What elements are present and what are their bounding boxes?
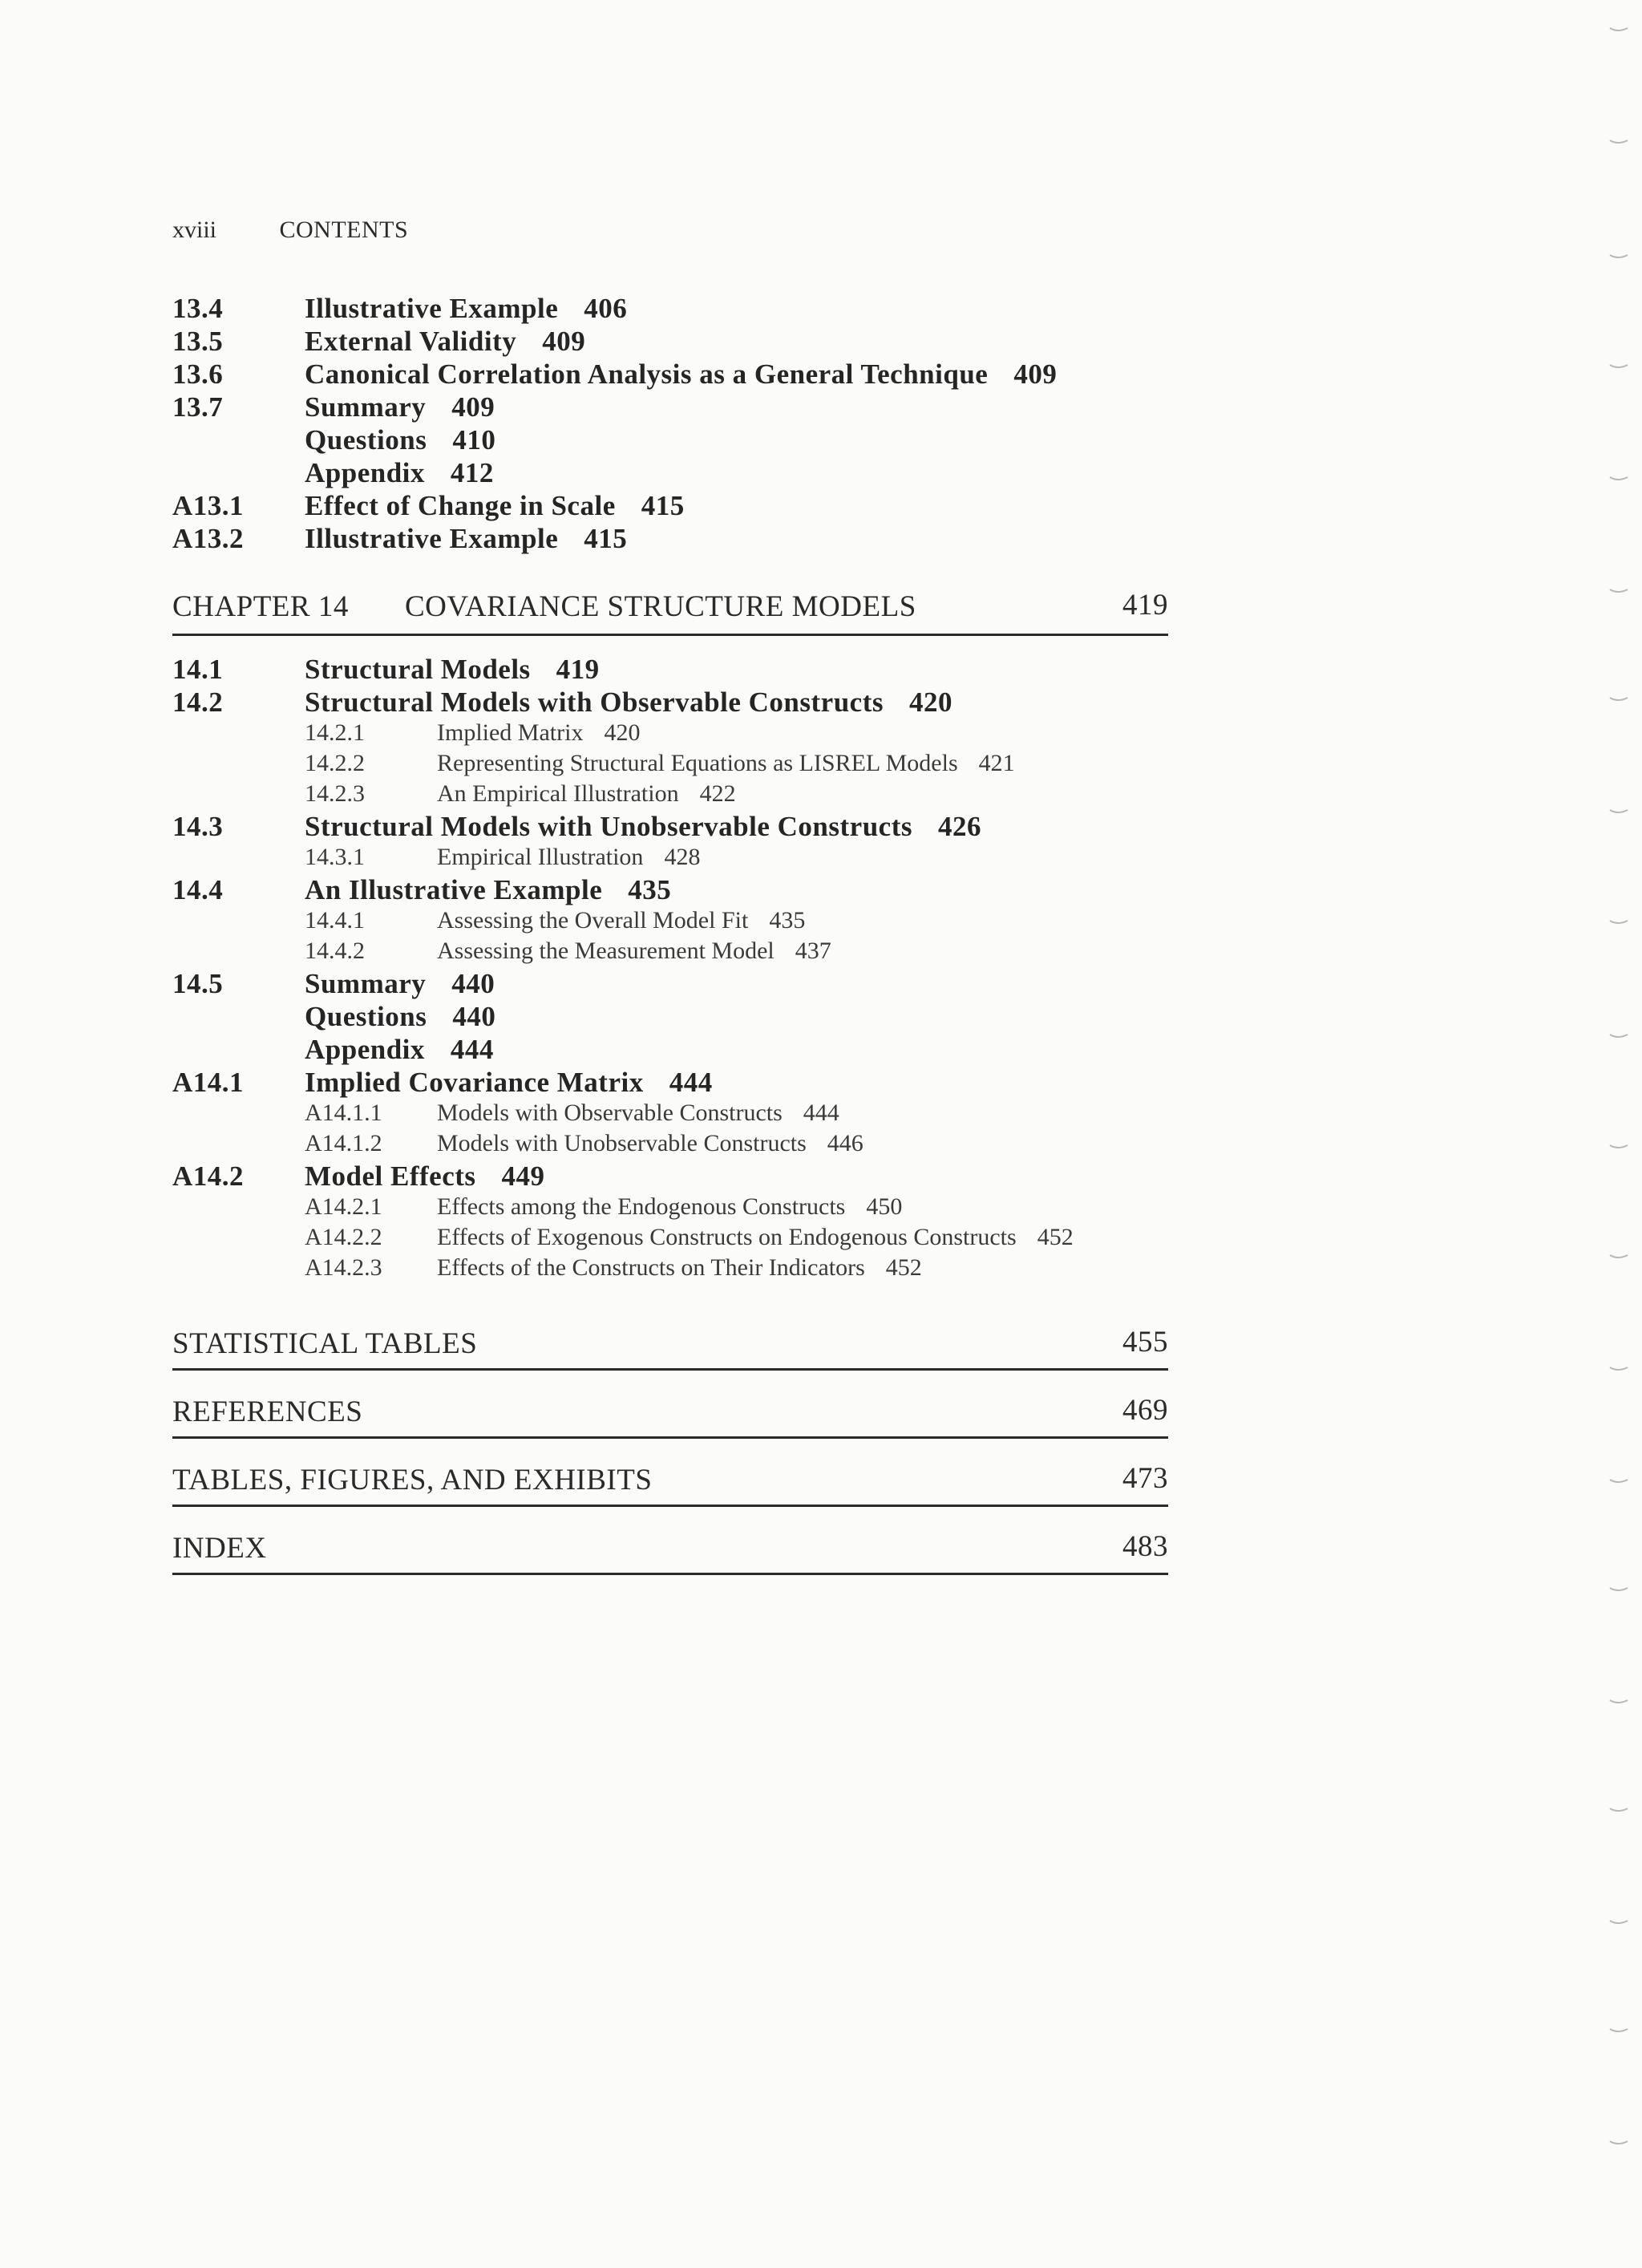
section-title: Questions [305, 1001, 427, 1032]
toc-entry[interactable] [172, 358, 1168, 391]
subsection-number: A14.2.3 [305, 1254, 382, 1281]
page-number: 422 [699, 780, 736, 807]
page-number: 452 [885, 1254, 922, 1281]
back-matter-entry[interactable] [172, 1302, 1168, 1371]
toc-subentry[interactable] [172, 1224, 1168, 1254]
toc-entry[interactable] [172, 811, 1168, 844]
chapter-13-tail [172, 293, 1168, 556]
section-title: Summary [305, 968, 427, 999]
running-head [172, 217, 408, 244]
chapter-page-number: 419 [1122, 589, 1168, 622]
page-number: 428 [664, 844, 701, 870]
section-title: Structural Models with Unobservable Constructs [305, 811, 912, 842]
back-matter-title: REFERENCES [172, 1395, 363, 1428]
toc-entry[interactable] [172, 293, 1168, 326]
page-number: 455 [1122, 1326, 1168, 1359]
section-title: An Illustrative Example [305, 874, 603, 905]
subsection-number: 14.2.3 [305, 780, 365, 807]
scan-edge-marks [1594, 0, 1642, 2264]
chapter-label: CHAPTER 14 [172, 590, 349, 623]
subsection-number: 14.2.2 [305, 750, 365, 776]
toc-entry[interactable] [172, 874, 1168, 907]
subsection-title: An Empirical Illustration [437, 780, 679, 807]
section-number: A14.1 [172, 1067, 245, 1098]
section-number: A13.2 [172, 523, 245, 554]
back-matter-title: INDEX [172, 1532, 267, 1565]
toc-entry[interactable] [172, 1067, 1168, 1100]
page-number: 426 [937, 811, 981, 842]
section-title: Questions [305, 424, 427, 456]
page-number: 419 [556, 654, 600, 685]
scan-edge-marks-graphic [1594, 0, 1642, 2264]
page-number: 435 [769, 907, 806, 934]
page-number: 444 [450, 1034, 494, 1065]
section-number: 14.4 [172, 874, 224, 905]
back-matter-title: STATISTICAL TABLES [172, 1327, 478, 1360]
toc-subentry[interactable] [172, 1130, 1168, 1160]
section-number: 13.7 [172, 391, 224, 423]
subsection-number: 14.3.1 [305, 844, 365, 870]
section-number: 14.5 [172, 968, 224, 999]
page-number: 444 [803, 1100, 839, 1126]
toc-entry[interactable] [172, 326, 1168, 358]
page-number: 409 [542, 326, 586, 357]
page-number: 412 [450, 457, 494, 488]
page-number: 469 [1122, 1394, 1168, 1427]
toc-entry[interactable] [172, 490, 1168, 523]
section-title: Canonical Correlation Analysis as a General Technique [305, 358, 989, 390]
page-number: 410 [452, 424, 496, 456]
toc-entry[interactable] [172, 457, 1168, 490]
chapter-title: COVARIANCE STRUCTURE MODELS [405, 590, 916, 623]
toc-entry[interactable] [172, 968, 1168, 1001]
entry-rule [172, 1573, 1168, 1575]
chapter-rule [172, 634, 1168, 636]
section-number: 14.1 [172, 654, 224, 685]
page-number: 420 [604, 719, 641, 746]
subsection-title: Representing Structural Equations as LISREL Models [437, 750, 958, 776]
section-title: Illustrative Example [305, 523, 559, 554]
toc-entry[interactable] [172, 1034, 1168, 1067]
page-number: 473 [1122, 1462, 1168, 1495]
toc-subentry[interactable] [172, 719, 1168, 750]
running-head-title: CONTENTS [279, 217, 409, 243]
page-number: 452 [1037, 1224, 1074, 1250]
back-matter-entry[interactable] [172, 1439, 1168, 1507]
subsection-title: Empirical Illustration [437, 844, 644, 870]
section-title: Illustrative Example [305, 293, 559, 324]
toc-subentry[interactable] [172, 1100, 1168, 1130]
toc-entry[interactable] [172, 523, 1168, 556]
toc-subentry[interactable] [172, 907, 1168, 938]
page-number: 446 [827, 1130, 863, 1156]
table-of-contents [172, 293, 1168, 1575]
toc-subentry[interactable] [172, 780, 1168, 811]
back-matter-entry[interactable] [172, 1371, 1168, 1439]
subsection-title: Effects of Exogenous Constructs on Endogenous Constructs [437, 1224, 1017, 1250]
page-number: 444 [669, 1067, 713, 1098]
section-number: 14.2 [172, 686, 224, 718]
subsection-number: 14.4.2 [305, 938, 365, 964]
toc-subentry[interactable] [172, 1193, 1168, 1224]
page-number: 440 [452, 1001, 496, 1032]
subsection-number: 14.4.1 [305, 907, 365, 934]
section-number: 13.5 [172, 326, 224, 357]
section-number: 13.4 [172, 293, 224, 324]
toc-entry[interactable] [172, 391, 1168, 424]
page-number: 483 [1122, 1530, 1168, 1563]
page-number: 440 [451, 968, 495, 999]
section-title: Effect of Change in Scale [305, 490, 616, 521]
page-number: 415 [584, 523, 628, 554]
subsection-title: Assessing the Measurement Model [437, 938, 774, 964]
page-number: 415 [641, 490, 685, 521]
page-number: 406 [584, 293, 628, 324]
toc-entry[interactable] [172, 424, 1168, 457]
toc-entry[interactable] [172, 1160, 1168, 1193]
toc-subentry[interactable] [172, 938, 1168, 968]
page-number: 450 [866, 1193, 903, 1220]
toc-entry[interactable] [172, 1001, 1168, 1034]
section-number: 14.3 [172, 811, 224, 842]
section-number: 13.6 [172, 358, 224, 390]
toc-subentry[interactable] [172, 1254, 1168, 1285]
toc-entry[interactable] [172, 654, 1168, 686]
section-title: Summary [305, 391, 427, 423]
subsection-title: Models with Observable Constructs [437, 1100, 783, 1126]
subsection-number: 14.2.1 [305, 719, 365, 746]
subsection-number: A14.1.2 [305, 1130, 382, 1156]
back-matter [172, 1302, 1168, 1575]
subsection-title: Implied Matrix [437, 719, 584, 746]
subsection-title: Assessing the Overall Model Fit [437, 907, 749, 934]
subsection-title: Effects among the Endogenous Constructs [437, 1193, 846, 1220]
section-title: Structural Models with Observable Constructs [305, 686, 884, 718]
section-title: Implied Covariance Matrix [305, 1067, 644, 1098]
section-number: A13.1 [172, 490, 245, 521]
page-number: 420 [908, 686, 952, 718]
toc-subentry[interactable] [172, 750, 1168, 780]
subsection-number: A14.2.1 [305, 1193, 382, 1220]
section-title: Appendix [305, 1034, 425, 1065]
section-title: Structural Models [305, 654, 531, 685]
section-title: External Validity [305, 326, 517, 357]
toc-entry[interactable] [172, 686, 1168, 719]
page-number: 409 [451, 391, 495, 423]
toc-subentry[interactable] [172, 844, 1168, 874]
subsection-number: A14.1.1 [305, 1100, 382, 1126]
subsection-title: Models with Unobservable Constructs [437, 1130, 807, 1156]
page-number: 435 [628, 874, 672, 905]
section-title: Appendix [305, 457, 425, 488]
chapter-14-entries [172, 654, 1168, 1285]
chapter-heading[interactable] [172, 581, 1168, 636]
page-number: 409 [1013, 358, 1058, 390]
back-matter-title: TABLES, FIGURES, AND EXHIBITS [172, 1464, 653, 1496]
back-matter-entry[interactable] [172, 1507, 1168, 1575]
page-number: 421 [978, 750, 1015, 776]
page-number: 437 [795, 938, 831, 964]
page-folio: xviii [172, 217, 217, 243]
section-title: Model Effects [305, 1160, 476, 1192]
subsection-number: A14.2.2 [305, 1224, 382, 1250]
subsection-title: Effects of the Constructs on Their Indicators [437, 1254, 865, 1281]
section-number: A14.2 [172, 1160, 245, 1192]
page-number: 449 [501, 1160, 545, 1192]
